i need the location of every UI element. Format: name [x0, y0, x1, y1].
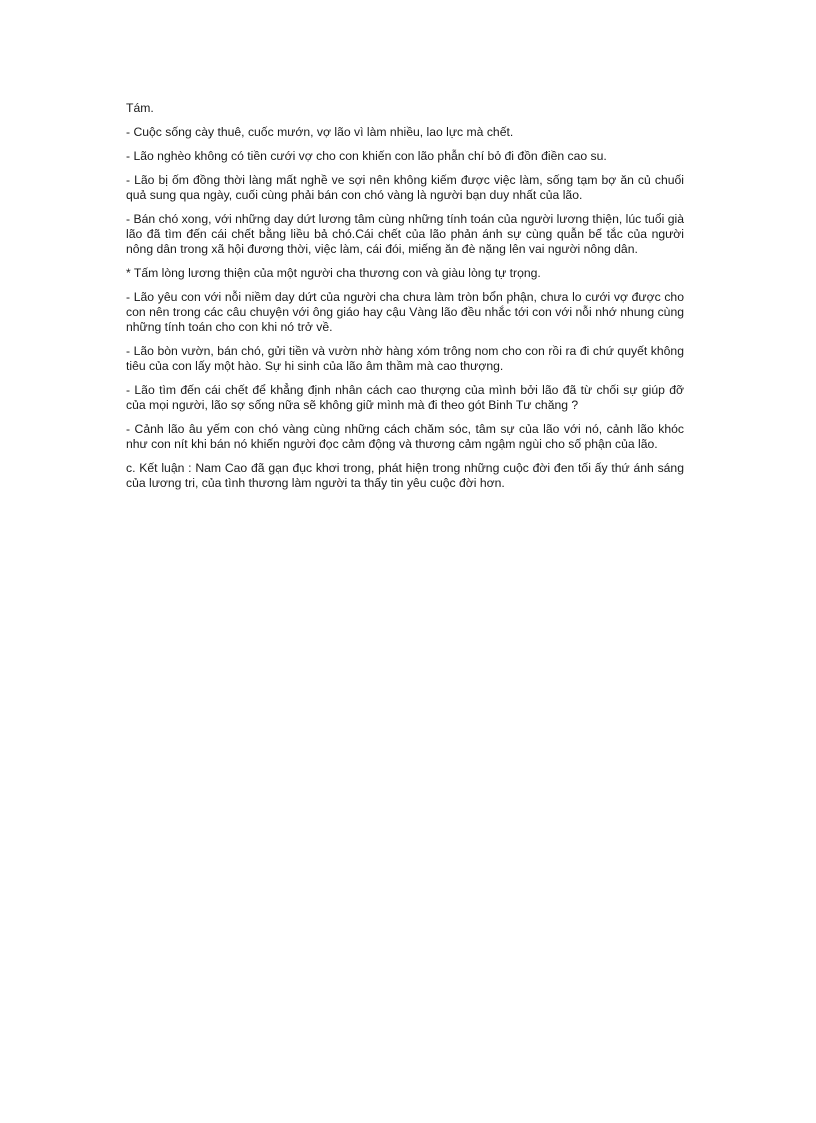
- paragraph-3: - Lão bị ốm đồng thời làng mất nghề ve sợi nên không kiếm được việc làm, sống tạm bợ ăn củ chuối quả sung qua ngày, cuối cùng phải bán con chó vàng là người bạn duy nhất của lão.: [126, 173, 684, 202]
- paragraph-conclusion: c. Kết luận : Nam Cao đã gạn đục khơi trong, phát hiện trong những cuộc đời đen tối ấy thứ ánh sáng của lương tri, của tình thương làm người ta thấy tin yêu cuộc đời hơn.: [126, 461, 684, 490]
- paragraph-heading: Tám.: [126, 101, 154, 115]
- paragraph-8: - Lão tìm đến cái chết để khẳng định nhân cách cao thượng của mình bởi lão đã từ chối sự giúp đỡ của mọi người, lão sợ sống nữa sẽ không giữ mình mà đi theo gót Binh Tư chăng ?: [126, 383, 684, 412]
- paragraph-2: - Lão nghèo không có tiền cưới vợ cho con khiến con lão phẫn chí bỏ đi đồn điền cao su.: [126, 149, 607, 163]
- paragraph-7: - Lão bòn vườn, bán chó, gửi tiền và vườn nhờ hàng xóm trông nom cho con rồi ra đi chứ quyết không tiêu của con lấy một hào. Sự hi sinh của lão âm thầm mà cao thượng.: [126, 344, 684, 373]
- paragraph-1: - Cuộc sống cày thuê, cuốc mướn, vợ lão vì làm nhiều, lao lực mà chết.: [126, 125, 514, 139]
- document-body: [126, 101, 684, 500]
- paragraph-5: * Tấm lòng lương thiện của một người cha thương con và giàu lòng tự trọng.: [126, 266, 541, 280]
- paragraph-9: - Cảnh lão âu yếm con chó vàng cùng những cách chăm sóc, tâm sự của lão với nó, cảnh lão khóc như con nít khi bán nó khiến người đọc cảm động và thương cảm ngậm ngùi cho số phận của lão.: [126, 422, 684, 451]
- paragraph-6: - Lão yêu con với nỗi niềm day dứt của người cha chưa làm tròn bổn phận, chưa lo cưới vợ được cho con nên trong các câu chuyện với ông giáo hay cậu Vàng lão đều nhắc tới con với nỗi nhớ nhung cùng những tính toán cho con khi nó trở về.: [126, 290, 684, 334]
- paragraph-4: - Bán chó xong, với những day dứt lương tâm cùng những tính toán của người lương thiện, lúc tuổi già lão đã tìm đến cái chết bằng liều bả chó.Cái chết của lão phản ánh sự cùng quẫn bế tắc của người nông dân trong xã hội đương thời, việc làm, cái đói, miếng ăn đè nặng lên vai người nông dân.: [126, 212, 684, 256]
